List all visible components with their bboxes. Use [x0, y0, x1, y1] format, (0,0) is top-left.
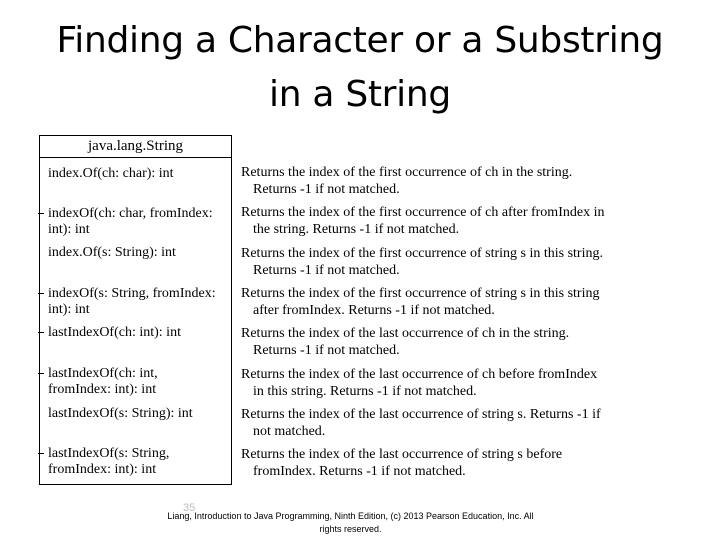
uml-class-box	[39, 135, 232, 485]
method-tick	[38, 293, 44, 294]
footer-line: Liang, Introduction to Java Programming, Ninth Edition, (c) 2013 Pearson Education, Inc. All	[167, 511, 534, 521]
method-lastindexof-string-fromindex	[48, 446, 169, 478]
slide-title-line-1: Finding a Character or a Substring	[56, 20, 664, 61]
uml-class-name: java.lang.String	[40, 136, 231, 158]
method-signature-cont: int): int	[48, 302, 90, 317]
copyright-footer	[138, 510, 563, 536]
method-tick	[38, 332, 44, 333]
method-signature-cont: fromIndex: int): int	[48, 382, 157, 397]
method-signature: index.Of(ch: char): int	[48, 166, 174, 181]
method-description: Returns the index of the first occurrence of ch after fromIndex in the string. Returns -1 if not matched.	[241, 205, 605, 237]
method-signature: index.Of(s: String): int	[48, 245, 176, 260]
method-description: Returns the index of the first occurrence of ch in the string. Returns -1 if not matched.	[241, 165, 573, 197]
method-signature: lastIndexOf(s: String,	[48, 446, 170, 461]
method-lastindexof-char	[48, 325, 181, 341]
method-description: Returns the index of the first occurrence of string s in this string after fromIndex. Returns -1 if not matched.	[241, 286, 600, 318]
method-description: Returns the index of the last occurrence of string s. Returns -1 if not matched.	[241, 407, 601, 439]
method-indexof-char	[48, 166, 174, 182]
page-number: 35	[183, 502, 196, 514]
footer-line: rights reserved.	[319, 524, 382, 534]
method-signature: indexOf(ch: char, fromIndex:	[48, 206, 213, 221]
method-signature: lastIndexOf(s: String): int	[48, 406, 193, 421]
method-description: Returns the index of the last occurrence of ch in the string. Returns -1 if not matched.	[241, 326, 570, 358]
method-signature: indexOf(s: String, fromIndex:	[48, 286, 216, 301]
method-description: Returns the index of the last occurrence of string s before fromIndex. Returns -1 if not matched.	[241, 447, 563, 479]
method-tick	[38, 453, 44, 454]
method-signature-cont: fromIndex: int): int	[48, 462, 157, 477]
method-indexof-char-fromindex	[48, 206, 213, 238]
slide-title-line-2: in a String	[269, 74, 451, 115]
method-tick	[38, 213, 44, 214]
method-indexof-string	[48, 245, 176, 261]
method-description: Returns the index of the last occurrence of ch before fromIndex in this string. Returns -1 if not matched.	[241, 367, 598, 399]
method-signature: lastIndexOf(ch: int,	[48, 366, 158, 381]
method-signature-cont: int): int	[48, 222, 90, 237]
method-lastindexof-string	[48, 406, 193, 422]
method-tick	[38, 373, 44, 374]
method-indexof-string-fromindex	[48, 286, 216, 318]
method-signature: lastIndexOf(ch: int): int	[48, 325, 181, 340]
method-lastindexof-char-fromindex	[48, 366, 158, 398]
method-description: Returns the index of the first occurrence of string s in this string. Returns -1 if not matched.	[241, 246, 603, 278]
